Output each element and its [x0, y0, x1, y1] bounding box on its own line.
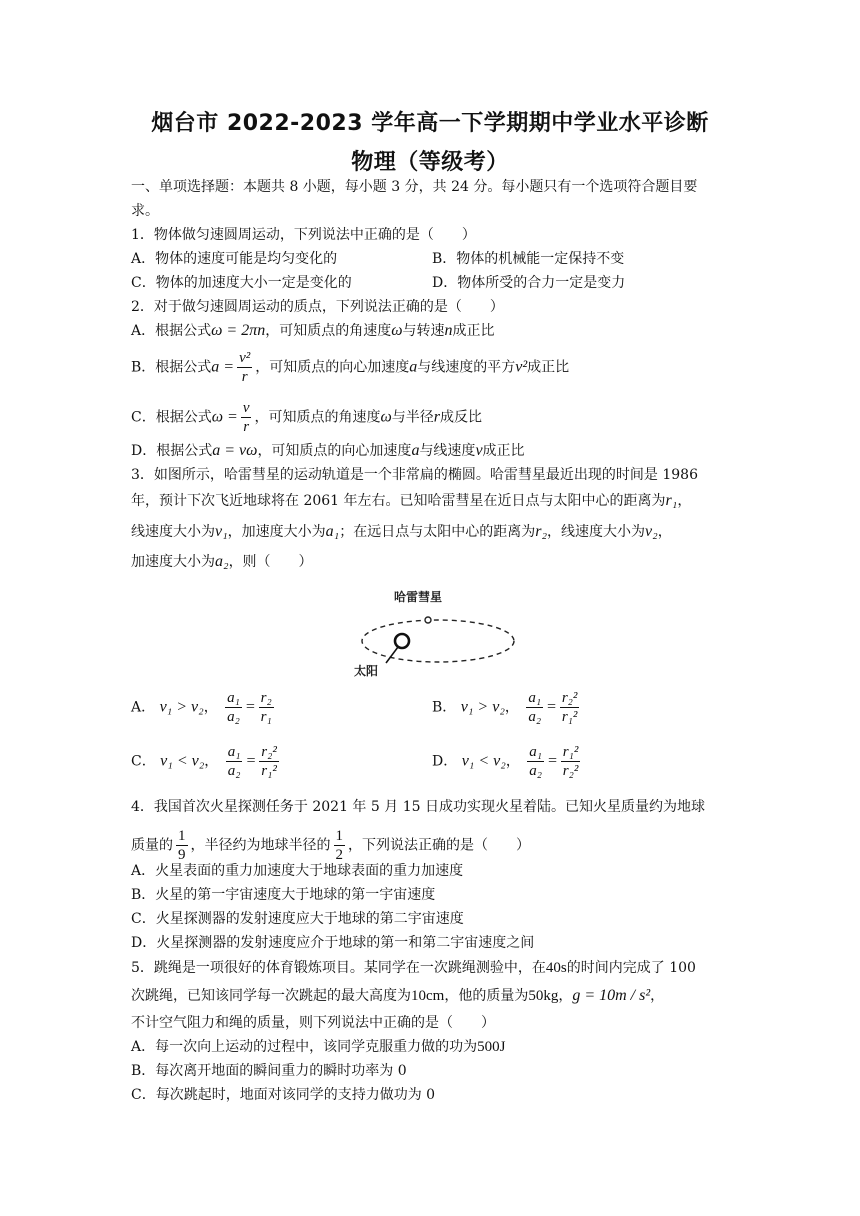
- q2-d-text3: 成正比: [482, 443, 525, 459]
- section-heading-line1: 一、单项选择题：本题共 8 小题，每小题 3 分，共 24 分。每小题只有一个选项符合题目要: [131, 179, 698, 195]
- q1-option-c: C．物体的加速度大小一定是变化的: [131, 275, 352, 291]
- q3-a-rhs-num: r₂: [260, 690, 272, 706]
- q3-d-ratio-num: a₁: [529, 744, 542, 760]
- q2-c-denominator: r: [243, 419, 250, 435]
- q5-line1-text1: 5．跳绳是一项很好的体育锻炼项目。某同学在一次跳绳测验中，在: [131, 960, 546, 976]
- q4-f1-num: 1: [178, 828, 186, 844]
- q4-option-c: C．火星探测器的发射速度应大于地球的第二宇宙速度: [131, 911, 464, 927]
- q4-line2-text1: 质量的: [131, 837, 173, 854]
- q2-b-text3: 成正比: [527, 359, 570, 376]
- q5-a-value: 500J: [477, 1039, 506, 1055]
- q5-time-value: 40s: [545, 960, 567, 976]
- q2-option-b: [131, 349, 569, 386]
- q3-r2: r₂: [535, 523, 548, 540]
- q2-option-c: [131, 399, 482, 436]
- q3-d-rhs-num: r₁²: [562, 744, 579, 760]
- q5-gravity-value: g = 10m / s²: [572, 987, 651, 1004]
- q4-option-b: B．火星的第一宇宙速度大于地球的第一宇宙速度: [131, 887, 436, 903]
- q3-option-d: D． v₁ < v₂， $\frac{\text{a₁}}{\text{a₂}}$ = $\frac{\text{r₁²}}{\text{r₂²}}$: [432, 744, 579, 779]
- q3-a-ratio: [225, 689, 242, 726]
- q4-f2-den: 2: [335, 847, 343, 863]
- q3-a-compare: v₁ > v₂: [159, 698, 204, 716]
- q3-a1: a₁: [325, 523, 340, 540]
- q3-line3-text1: 线速度大小为: [131, 524, 215, 540]
- q2-b-v2: v²: [515, 358, 528, 376]
- q2-option-d: [131, 441, 525, 461]
- q4-line2-text2: ，半径约为地球半径的: [190, 837, 331, 854]
- q3-a-rhs-den: r₁: [260, 709, 272, 725]
- q3-line3-comma: ，: [657, 524, 672, 540]
- q4-f2-num: 1: [335, 828, 343, 844]
- q2-d-prefix: D．根据公式: [131, 443, 213, 459]
- q2-c-r: r: [433, 408, 441, 426]
- q3-a-ratio-den: a₂: [227, 709, 240, 725]
- q5-line2-text2: ，他的质量为: [444, 988, 529, 1004]
- q3-a-ratio-num: a₁: [227, 690, 240, 706]
- q3-c-rhs: [259, 743, 279, 780]
- q5-mass-value: 50kg: [528, 988, 559, 1004]
- q2-b-numerator: v²: [239, 350, 251, 366]
- q5-option-b: B．每次离开地面的瞬间重力的瞬时功率为 0: [131, 1063, 407, 1079]
- q2-a-text2: 与转速: [402, 323, 445, 339]
- q5-a-text: A．每一次向上运动的过程中，该同学克服重力做的功为: [131, 1039, 478, 1055]
- q3-line3-text3: ；在远日点与太阳中心的距离为: [339, 524, 536, 540]
- q4-stem-line1: 4．我国首次火星探测任务于 2021 年 5 月 15 日成功实现火星着陆。已知火星质量约为地球: [131, 799, 705, 815]
- q4-line2-text3: ，下列说法正确的是（ ）: [348, 837, 530, 854]
- q4-f1-den: 9: [178, 847, 186, 863]
- q2-stem: 2．对于做匀速圆周运动的质点，下列说法正确的是（ ）: [131, 299, 504, 315]
- q3-a2: a₂: [215, 553, 229, 570]
- q2-c-omega: ω: [380, 408, 392, 426]
- exam-title: 烟台市 2022-2023 学年高一下学期期中学业水平诊断: [151, 111, 709, 136]
- q3-d-ratio-den: a₂: [529, 763, 542, 779]
- q2-b-text2: 与线速度的平方: [417, 359, 516, 376]
- q3-d-letter: D．: [432, 753, 458, 770]
- q2-a-text3: 成正比: [452, 323, 495, 339]
- q3-stem-line3: [131, 522, 672, 542]
- q2-b-a: a: [409, 358, 418, 376]
- q3-b-ratio: [526, 689, 543, 726]
- orbit-ellipse: [362, 620, 514, 662]
- q3-stem-line2: [131, 491, 691, 511]
- q3-v1: v₁: [215, 523, 228, 540]
- q3-c-letter: C．: [131, 753, 156, 770]
- q2-a-n: n: [444, 322, 453, 339]
- q2-a-omega: ω: [391, 322, 403, 339]
- q2-b-denominator: r: [241, 369, 248, 385]
- q5-option-c: C．每次跳起时，地面对该同学的支持力做功为 0: [131, 1087, 436, 1103]
- section-heading-line2: 求。: [131, 203, 159, 219]
- q1-option-a: A．物体的速度可能是均匀变化的: [131, 251, 338, 267]
- q2-c-fraction: [241, 399, 252, 436]
- sun-pointer-line: [386, 647, 398, 663]
- q3-option-b: B． v₁ > v₂， $\frac{\text{a₁}}{\text{a₂}}$ = $\frac{\text{r₂²}}{\text{r₁²}}$: [432, 690, 578, 725]
- q2-a-formula: ω = 2πn: [211, 322, 266, 339]
- q2-b-lhs: a =: [211, 358, 235, 376]
- comet-dot: [425, 617, 431, 623]
- q3-b-rhs: [560, 689, 580, 726]
- q2-b-text1: ，可知质点的向心加速度: [255, 359, 410, 376]
- q4-stem-line2: [131, 827, 530, 864]
- q2-c-text2: 与半径: [391, 409, 434, 426]
- q3-r1: r₁: [665, 492, 678, 509]
- comet-label: 哈雷彗星: [394, 590, 443, 604]
- q5-line2-text1: 次跳绳，已知该同学每一次跳起的最大高度为: [131, 988, 411, 1004]
- q2-a-text1: ，可知质点的角速度: [265, 323, 392, 339]
- q3-d-compare: v₁ < v₂: [461, 752, 506, 770]
- q3-c-ratio: [226, 743, 243, 780]
- sun-label: 太阳: [354, 664, 379, 678]
- q3-a-letter: A．: [131, 699, 156, 716]
- q3-line4-text2: ，则（ ）: [228, 554, 313, 570]
- q3-line2-comma: ，: [677, 493, 692, 509]
- q4-option-a: A．火星表面的重力加速度大于地球表面的重力加速度: [131, 863, 464, 879]
- q5-stem-line1: [131, 958, 696, 978]
- q4-option-d: D．火星探测器的发射速度应介于地球的第一和第二宇宙速度之间: [131, 935, 535, 951]
- q4-fraction-radius: [334, 827, 346, 864]
- q3-option-a: A． v₁ > v₂， $\frac{\text{a₁}}{\text{a₂}}$ = $\frac{\text{r₂}}{\text{r₁}}$: [131, 690, 272, 725]
- q2-c-text1: ，可知质点的角速度: [254, 409, 381, 426]
- q2-d-v: v: [475, 442, 483, 459]
- q3-c-rhs-den: r₁²: [261, 763, 277, 779]
- q2-c-prefix: C．根据公式: [131, 409, 212, 426]
- q5-option-a: [131, 1037, 505, 1057]
- q3-b-rhs-num: r₂²: [561, 690, 578, 706]
- q3-v2: v₂: [645, 523, 658, 540]
- q5-height-value: 10cm: [411, 988, 445, 1004]
- q2-d-a: a: [411, 442, 420, 459]
- q5-stem-line3: 不计空气阻力和绳的质量，则下列说法中正确的是（ ）: [131, 1015, 495, 1031]
- q3-c-ratio-den: a₂: [227, 763, 241, 779]
- q3-d-rhs-den: r₂²: [562, 763, 579, 779]
- q5-line2-comma2: ，: [650, 988, 665, 1004]
- q2-b-prefix: B．根据公式: [131, 359, 212, 376]
- q3-line3-text2: ，加速度大小为: [227, 524, 326, 540]
- q3-c-ratio-num: a₁: [227, 744, 241, 760]
- q5-line1-text2: 的时间内完成了 100: [566, 960, 696, 976]
- q3-a-rhs: [259, 689, 274, 726]
- q3-line2-text: 年，预计下次飞近地球将在 2061 年左右。已知哈雷彗星在近日点与太阳中心的距离为: [131, 493, 666, 509]
- q1-option-d: D．物体所受的合力一定是变力: [432, 275, 626, 291]
- q3-line3-text4: ，线速度大小为: [547, 524, 646, 540]
- q2-d-text2: 与线速度: [419, 443, 476, 459]
- q2-c-text3: 成反比: [440, 409, 483, 426]
- q3-b-ratio-den: a₂: [528, 709, 542, 725]
- q2-a-prefix: A．根据公式: [131, 323, 212, 339]
- q2-c-lhs: ω =: [211, 408, 238, 426]
- q3-d-ratio: [527, 743, 544, 780]
- q3-stem-line1: 3．如图所示，哈雷彗星的运动轨道是一个非常扁的椭圆。哈雷彗星最近出现的时间是 1986: [131, 467, 698, 483]
- sun-circle: [395, 634, 409, 648]
- q4-fraction-mass: [176, 827, 188, 864]
- halley-orbit-diagram: [346, 581, 518, 679]
- q3-c-compare: v₁ < v₂: [160, 752, 205, 770]
- q2-d-formula: a = vω: [212, 442, 258, 459]
- q2-b-fraction: [237, 349, 252, 386]
- q3-line4-text1: 加速度大小为: [131, 554, 215, 570]
- q2-c-numerator: v: [242, 400, 250, 416]
- q3-d-rhs: [561, 743, 581, 780]
- q5-stem-line2: [131, 986, 664, 1006]
- q2-d-text1: ，可知质点的向心加速度: [257, 443, 412, 459]
- q1-stem: 1．物体做匀速圆周运动，下列说法中正确的是（ ）: [131, 227, 476, 243]
- q3-b-ratio-num: a₁: [528, 690, 542, 706]
- q3-option-c: C． v₁ < v₂， $\frac{\text{a₁}}{\text{a₂}}$ = $\frac{\text{r₂²}}{\text{r₁²}}$: [131, 744, 277, 779]
- q3-stem-line4: [131, 552, 313, 572]
- q3-c-rhs-num: r₂²: [261, 744, 277, 760]
- q3-b-letter: B．: [432, 699, 457, 716]
- q2-option-a: [131, 321, 495, 341]
- q3-b-compare: v₁ > v₂: [460, 698, 505, 716]
- q5-line2-comma1: ，: [558, 988, 573, 1004]
- exam-subtitle: 物理（等级考）: [351, 150, 509, 175]
- q1-option-b: B．物体的机械能一定保持不变: [432, 251, 625, 267]
- q3-b-rhs-den: r₁²: [561, 709, 578, 725]
